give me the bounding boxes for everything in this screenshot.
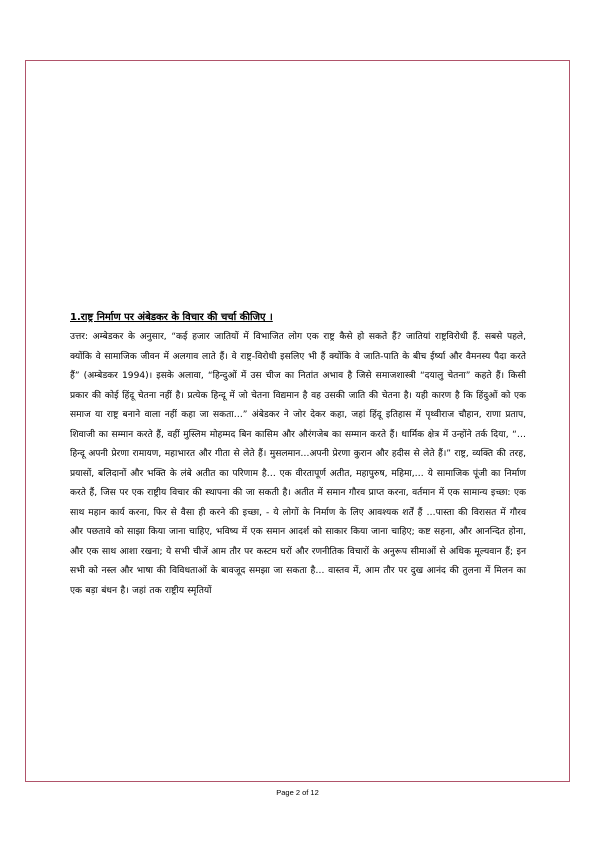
- answer-paragraph: उत्तर: अम्बेडकर के अनुसार, “कई हजार जातियों में विभाजित लोग एक राष्ट्र कैसे हो सकते हैं? जातियां राष्ट्रविरोधी हैं. सबसे पहले, क्योंकि वे सामाजिक जीवन में अलगाव लाते हैं। वे राष्ट्र-विरोधी इसलिए भी हैं क्योंकि वे जाति-पाति के बीच ईर्ष्या और वैमनस्य पैदा करते हैं” (अम्बेडकर 1994)। इसके अलावा, “हिन्दुओं में उस चीज का नितांत अभाव है जिसे समाजशास्त्री “दयालु चेतना” कहते हैं। किसी प्रकार की कोई हिंदू चेतना नहीं है। प्रत्येक हिन्दू में जो चेतना विद्यमान है वह उसकी जाति की चेतना है। यही कारण है कि हिंदुओं को एक समाज या राष्ट्र बनाने वाला नहीं कहा जा सकता…” अंबेडकर ने जोर देकर कहा, जहां हिंदू इतिहास में पृथ्वीराज चौहान, राणा प्रताप, शिवाजी का सम्मान करते हैं, वहीं मुस्लिम मोहम्मद बिन कासिम और औरंगजेब का सम्मान करते हैं। धार्मिक क्षेत्र में उन्होंने तर्क दिया, “…हिन्दू अपनी प्रेरणा रामायण, महाभारत और गीता से लेते हैं। मुसलमान…अपनी प्रेरणा कुरान और हदीस से लेते हैं।” राष्ट्र, व्यक्ति की तरह, प्रयासों, बलिदानों और भक्ति के लंबे अतीत का परिणाम है… एक वीरतापूर्ण अतीत, महापुरुष, महिमा,… ये सामाजिक पूंजी का निर्माण करते हैं, जिस पर एक राष्ट्रीय विचार की स्थापना की जा सकती है। अतीत में समान गौरव प्राप्त करना, वर्तमान में एक सामान्य इच्छा: एक साथ महान कार्य करना, फिर से वैसा ही करने की इच्छा, - ये लोगों के निर्माण के लिए आवश्यक शर्तें हैं …पास्ता की विरासत में गौरव और पछतावे को साझा किया जाना चाहिए, भविष्य में एक समान आदर्श को साकार किया जाना चाहिए; कष्ट सहना, और आनन्दित होना, और एक साथ आशा रखना; ये सभी चीजें आम तौर पर कस्टम घरों और रणनीतिक विचारों के अनुरूप सीमाओं से अधिक मूल्यवान हैं; इन सभी को नस्ल और भाषा की विविधताओं के बावजूद समझा जा सकता है… वास्तव में, आम तौर पर दुख आनंद की तुलना में मिलन का एक बड़ा बंधन है। जहां तक राष्ट्रीय स्मृतियों: [70, 332, 526, 596]
- question-heading: 1.राष्ट्र निर्माण पर अंबेडकर के विचार की चर्चा कीजिए ।: [70, 312, 273, 323]
- page-number: Page 2 of 12: [276, 788, 319, 797]
- document-body: [70, 310, 526, 601]
